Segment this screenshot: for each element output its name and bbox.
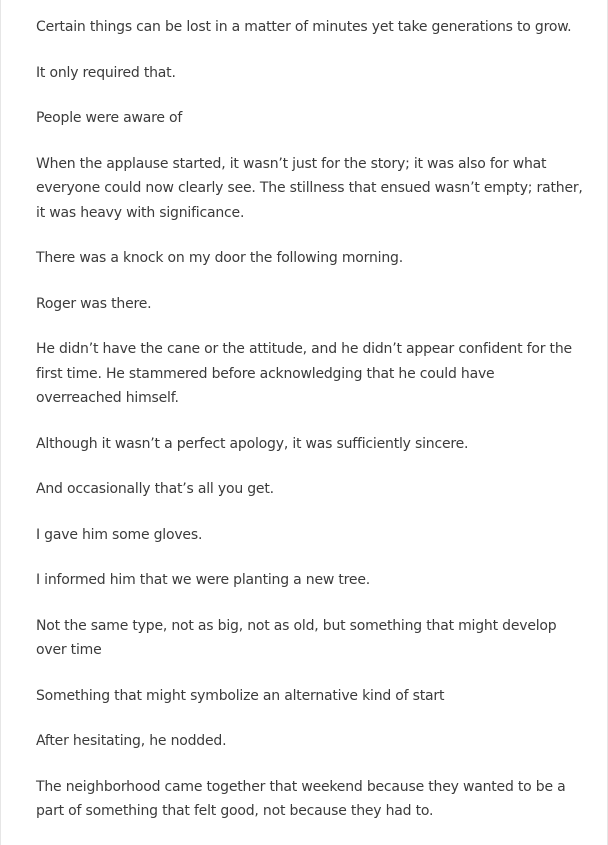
paragraph-3: People were aware of [36, 110, 183, 126]
paragraph-1: Certain things can be lost in a matter of minutes yet take generations to grow. [36, 19, 572, 35]
paragraph-12: Not the same type, not as big, not as old, but something that might develop over time [36, 617, 557, 658]
paragraph-7: He didn’t have the cane or the attitude, and he didn’t appear confident for the first time. He stammered before acknowledging that he could have overreached himself. [36, 341, 572, 406]
paragraph-11: I informed him that we were planting a new tree. [36, 572, 371, 588]
left-border [0, 0, 1, 845]
paragraph-6: Roger was there. [36, 295, 152, 312]
paragraph-2: It only required that. [36, 64, 176, 81]
article-body [36, 15, 584, 845]
paragraph-4: When the applause started, it wasn’t just for the story; it was also for what everyone could now clearly see. The stillness that ensued wasn’t empty; rather, it was heavy with significance. [36, 155, 583, 221]
paragraph-9: And occasionally that’s all you get. [36, 481, 274, 497]
paragraph-14: After hesitating, he nodded. [36, 733, 227, 749]
paragraph-8: Although it wasn’t a perfect apology, it was sufficiently sincere. [36, 435, 469, 452]
paragraph-10: I gave him some gloves. [36, 526, 203, 543]
paragraph-13: Something that might symbolize an alternative kind of start [36, 687, 445, 704]
paragraph-15: The neighborhood came together that weekend because they wanted to be a part of something that felt good, not because they had to. [36, 778, 566, 819]
paragraph-5: There was a knock on my door the following morning. [36, 250, 403, 266]
